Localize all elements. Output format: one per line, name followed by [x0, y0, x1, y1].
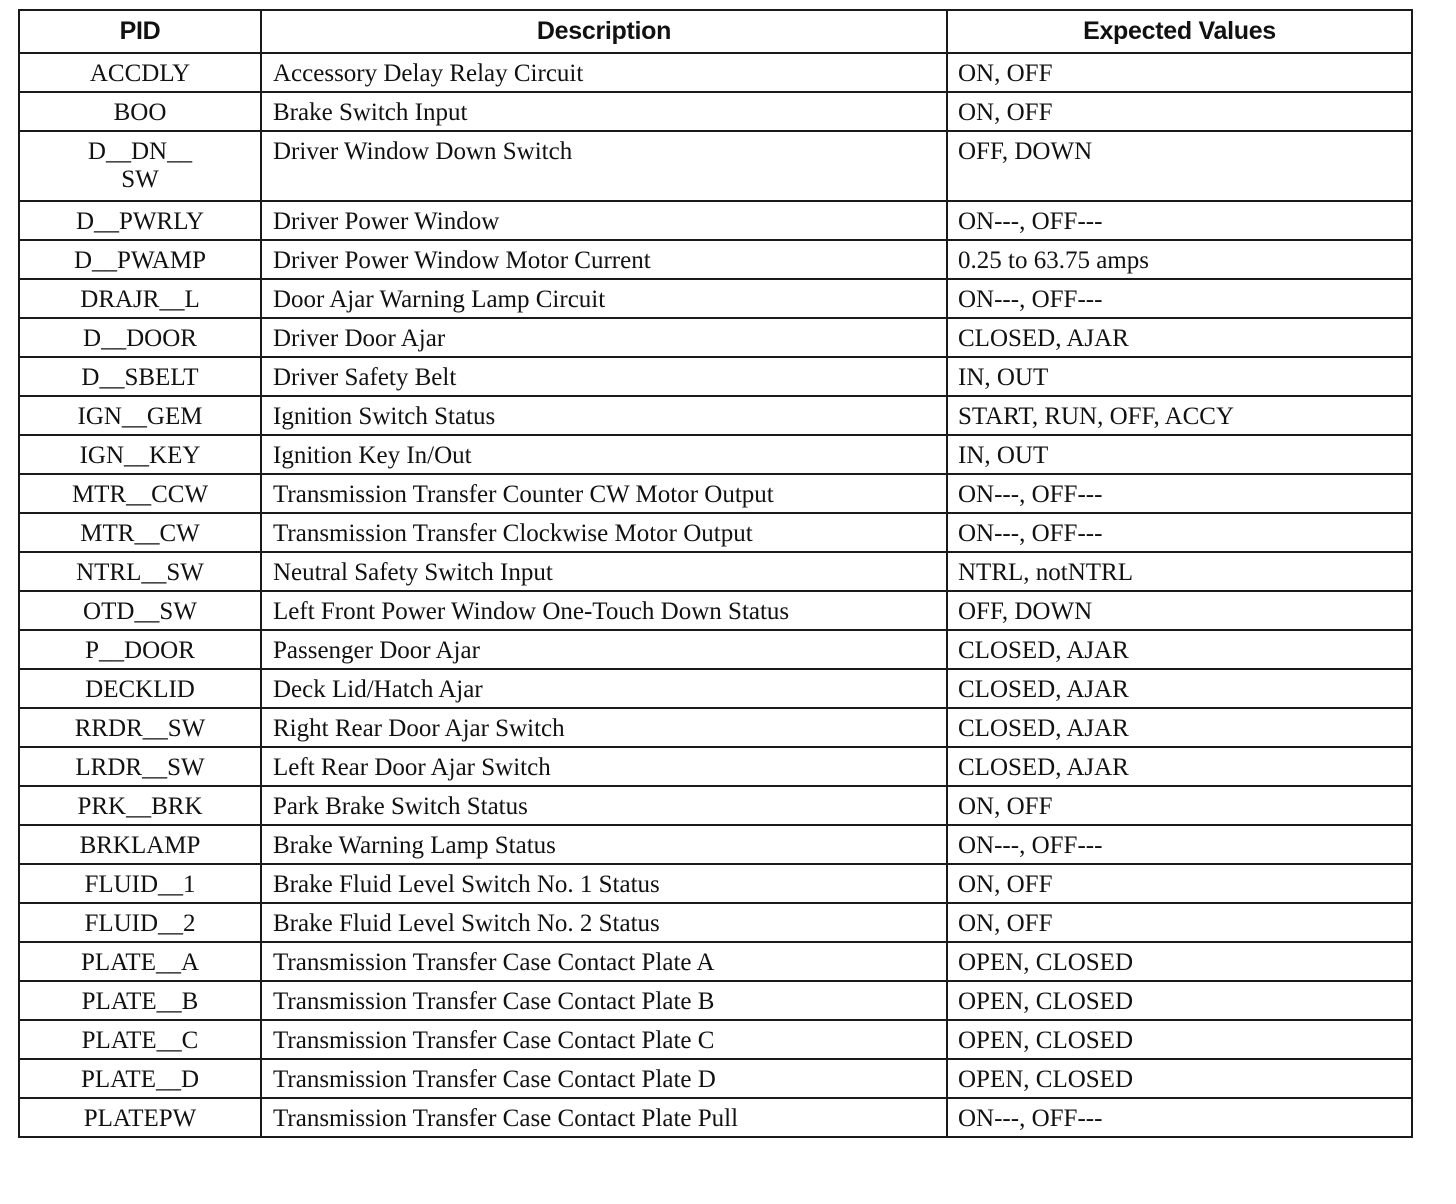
table-row — [19, 1098, 1412, 1137]
description-cell: Ignition Key In/Out — [261, 435, 947, 474]
description-cell: Accessory Delay Relay Circuit — [261, 53, 947, 92]
description-cell: Deck Lid/Hatch Ajar — [261, 669, 947, 708]
description-cell: Ignition Switch Status — [261, 396, 947, 435]
pid-cell: MTR__CCW — [19, 474, 261, 513]
pid-cell: PLATE__B — [19, 981, 261, 1020]
description-cell: Park Brake Switch Status — [261, 786, 947, 825]
table-row — [19, 708, 1412, 747]
pid-cell: FLUID__1 — [19, 864, 261, 903]
description-cell: Transmission Transfer Case Contact Plate C — [261, 1020, 947, 1059]
expected-values-cell: ON, OFF — [947, 903, 1412, 942]
pid-cell: IGN__KEY — [19, 435, 261, 474]
expected-values-cell: CLOSED, AJAR — [947, 708, 1412, 747]
expected-values-cell: CLOSED, AJAR — [947, 318, 1412, 357]
table-row — [19, 513, 1412, 552]
expected-values-cell: OPEN, CLOSED — [947, 981, 1412, 1020]
pid-cell: DECKLID — [19, 669, 261, 708]
pid-cell — [19, 131, 261, 201]
expected-values-cell: ON---, OFF--- — [947, 1098, 1412, 1137]
table-row — [19, 630, 1412, 669]
description-cell: Brake Fluid Level Switch No. 1 Status — [261, 864, 947, 903]
expected-values-cell: ON, OFF — [947, 786, 1412, 825]
description-cell: Left Rear Door Ajar Switch — [261, 747, 947, 786]
description-cell: Brake Fluid Level Switch No. 2 Status — [261, 903, 947, 942]
expected-values-cell: IN, OUT — [947, 357, 1412, 396]
pid-text: D__DN__ SW — [87, 138, 193, 193]
description-cell: Transmission Transfer Case Contact Plate D — [261, 1059, 947, 1098]
expected-values-cell: ON, OFF — [947, 92, 1412, 131]
expected-values-cell: ON---, OFF--- — [947, 201, 1412, 240]
description-cell: Brake Switch Input — [261, 92, 947, 131]
expected-values-cell: CLOSED, AJAR — [947, 630, 1412, 669]
table-row — [19, 279, 1412, 318]
table-row — [19, 357, 1412, 396]
expected-values-cell: 0.25 to 63.75 amps — [947, 240, 1412, 279]
expected-values-cell: IN, OUT — [947, 435, 1412, 474]
table-row — [19, 1020, 1412, 1059]
pid-cell: NTRL__SW — [19, 552, 261, 591]
expected-values-cell: OFF, DOWN — [947, 131, 1412, 201]
pid-cell: RRDR__SW — [19, 708, 261, 747]
pid-cell: DRAJR__L — [19, 279, 261, 318]
pid-cell: LRDR__SW — [19, 747, 261, 786]
table-row — [19, 591, 1412, 630]
table-row — [19, 318, 1412, 357]
description-cell: Neutral Safety Switch Input — [261, 552, 947, 591]
expected-values-cell: NTRL, notNTRL — [947, 552, 1412, 591]
table-row — [19, 1059, 1412, 1098]
description-cell: Transmission Transfer Counter CW Motor Output — [261, 474, 947, 513]
pid-cell: D__PWAMP — [19, 240, 261, 279]
description-cell: Driver Power Window — [261, 201, 947, 240]
description-cell: Driver Door Ajar — [261, 318, 947, 357]
table-row — [19, 92, 1412, 131]
description-cell: Door Ajar Warning Lamp Circuit — [261, 279, 947, 318]
description-cell: Passenger Door Ajar — [261, 630, 947, 669]
expected-values-cell: ON---, OFF--- — [947, 474, 1412, 513]
expected-values-cell: OPEN, CLOSED — [947, 1059, 1412, 1098]
expected-values-cell: ON---, OFF--- — [947, 513, 1412, 552]
description-cell: Left Front Power Window One-Touch Down Status — [261, 591, 947, 630]
pid-cell: PLATE__A — [19, 942, 261, 981]
expected-values-cell: CLOSED, AJAR — [947, 669, 1412, 708]
pid-cell: IGN__GEM — [19, 396, 261, 435]
pid-cell: FLUID__2 — [19, 903, 261, 942]
pid-cell: PRK__BRK — [19, 786, 261, 825]
pid-cell: ACCDLY — [19, 53, 261, 92]
description-cell: Right Rear Door Ajar Switch — [261, 708, 947, 747]
pid-cell: PLATEPW — [19, 1098, 261, 1137]
header-description: Description — [261, 10, 947, 53]
pid-cell: PLATE__C — [19, 1020, 261, 1059]
pid-cell: D__DOOR — [19, 318, 261, 357]
table-row — [19, 903, 1412, 942]
table-row — [19, 825, 1412, 864]
expected-values-cell: OPEN, CLOSED — [947, 1020, 1412, 1059]
description-cell: Driver Window Down Switch — [261, 131, 947, 201]
table-row — [19, 981, 1412, 1020]
pid-cell: D__SBELT — [19, 357, 261, 396]
expected-values-cell: ON---, OFF--- — [947, 825, 1412, 864]
table-row — [19, 435, 1412, 474]
expected-values-cell: START, RUN, OFF, ACCY — [947, 396, 1412, 435]
table-row — [19, 396, 1412, 435]
pid-cell: P__DOOR — [19, 630, 261, 669]
table-row — [19, 53, 1412, 92]
table-row — [19, 552, 1412, 591]
description-cell: Brake Warning Lamp Status — [261, 825, 947, 864]
table-row — [19, 786, 1412, 825]
table-row — [19, 474, 1412, 513]
pid-cell: BRKLAMP — [19, 825, 261, 864]
pid-cell: BOO — [19, 92, 261, 131]
pid-cell: PLATE__D — [19, 1059, 261, 1098]
expected-values-cell: ON---, OFF--- — [947, 279, 1412, 318]
pid-document — [18, 9, 1411, 1138]
table-row — [19, 669, 1412, 708]
pid-table — [18, 9, 1413, 1138]
pid-cell: MTR__CW — [19, 513, 261, 552]
description-cell: Transmission Transfer Case Contact Plate B — [261, 981, 947, 1020]
table-row — [19, 131, 1412, 201]
header-row — [19, 10, 1412, 53]
description-cell: Transmission Transfer Case Contact Plate Pull — [261, 1098, 947, 1137]
description-cell: Transmission Transfer Case Contact Plate A — [261, 942, 947, 981]
expected-values-cell: OFF, DOWN — [947, 591, 1412, 630]
header-pid: PID — [19, 10, 261, 53]
expected-values-cell: ON, OFF — [947, 53, 1412, 92]
table-row — [19, 201, 1412, 240]
pid-cell: D__PWRLY — [19, 201, 261, 240]
table-row — [19, 942, 1412, 981]
expected-values-cell: CLOSED, AJAR — [947, 747, 1412, 786]
table-row — [19, 747, 1412, 786]
expected-values-cell: ON, OFF — [947, 864, 1412, 903]
description-cell: Driver Safety Belt — [261, 357, 947, 396]
table-row — [19, 240, 1412, 279]
header-expected-values: Expected Values — [947, 10, 1412, 53]
pid-cell: OTD__SW — [19, 591, 261, 630]
description-cell: Transmission Transfer Clockwise Motor Output — [261, 513, 947, 552]
expected-values-cell: OPEN, CLOSED — [947, 942, 1412, 981]
table-row — [19, 864, 1412, 903]
description-cell: Driver Power Window Motor Current — [261, 240, 947, 279]
